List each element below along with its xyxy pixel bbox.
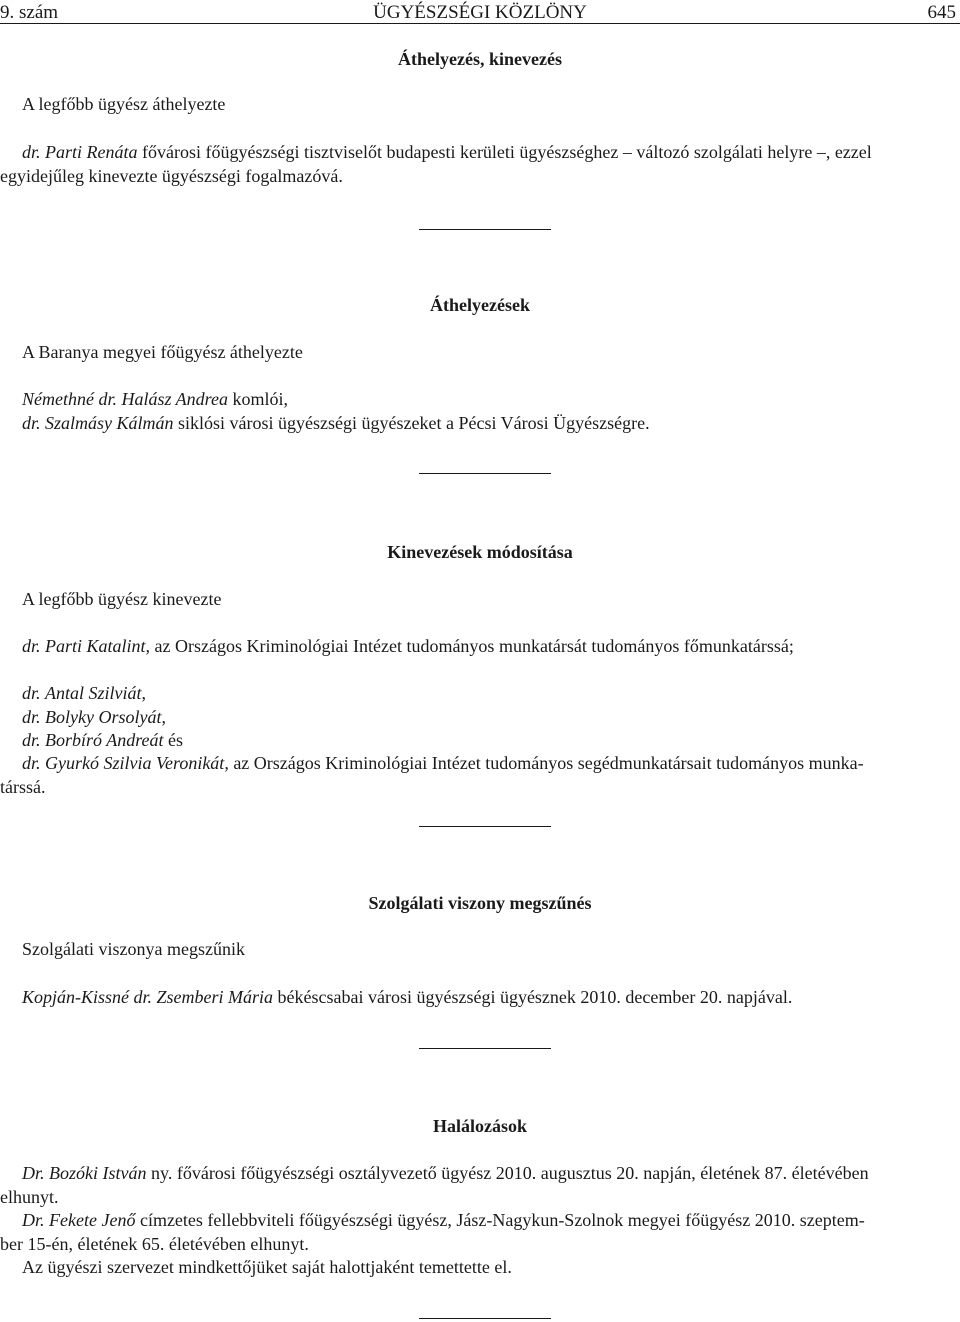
entry-line: Az ügyészi szervezet mindkettőjüket saját halottjaként temettette el. — [22, 1257, 512, 1277]
entry-text-cont: társsá. — [0, 777, 46, 797]
section-intro: A legfőbb ügyész áthelyezte — [22, 94, 226, 114]
title-dr: dr. — [22, 636, 41, 656]
title-dr: dr. — [22, 683, 41, 703]
entry-text: komlói, — [228, 389, 289, 409]
title-dr: dr. — [22, 753, 41, 773]
page-number: 645 — [927, 2, 956, 23]
entry-line — [22, 707, 166, 728]
title-dr: dr. — [22, 413, 41, 433]
title-dr: dr. — [22, 707, 41, 727]
entry-line — [22, 987, 792, 1008]
section-intro: Szolgálati viszonya megszűnik — [22, 939, 245, 959]
entry-text-cont: elhunyt. — [0, 1187, 59, 1207]
entry-paragraph — [22, 142, 872, 163]
person-name: Bolyky Orsolyát — [45, 707, 162, 727]
entry-text-cont: egyidejűleg kinevezte ügyészségi fogalmazóvá. — [0, 166, 343, 186]
title-dr: Dr. — [22, 1210, 45, 1230]
entry-text: ny. fővárosi főügyészségi osztályvezető ügyész 2010. augusztus 20. napján, életének 87. életévében — [146, 1163, 869, 1183]
section-heading-halalozasok: Halálozások — [432, 1116, 527, 1136]
separator-rule — [419, 826, 551, 827]
entry-text: címzetes fellebbviteli főügyészségi ügyész, Jász-Nagykun-Szolnok megyei főügyész 2010. szeptem- — [135, 1210, 865, 1230]
person-name: Szalmásy Kálmán — [45, 413, 174, 433]
person-name: Antal Szilviát — [45, 683, 142, 703]
entry-line — [22, 636, 794, 657]
person-name: Fekete Jenő — [49, 1210, 136, 1230]
person-name: Borbíró Andreát — [45, 730, 164, 750]
entry-line — [22, 413, 650, 434]
title-dr: dr. — [22, 730, 41, 750]
section-heading-athelyezes-kinevezes: Áthelyezés, kinevezés — [398, 49, 562, 69]
entry-line — [22, 1163, 869, 1184]
person-name: Parti Katalint, — [45, 636, 151, 656]
section-intro: A legfőbb ügyész kinevezte — [22, 589, 222, 609]
issue-number: 9. szám — [0, 2, 59, 23]
journal-title: ÜGYÉSZSÉGI KÖZLÖNY — [373, 2, 587, 23]
entry-text: siklósi városi ügyészségi ügyészeket a Pécsi Városi Ügyészségre. — [173, 413, 650, 433]
section-intro: A Baranya megyei főügyész áthelyezte — [22, 342, 303, 362]
title-dr: dr. — [22, 142, 41, 162]
entry-text-cont: ber 15-én, életének 65. életévében elhunyt. — [0, 1234, 309, 1254]
person-name: Kopján-Kissné dr. Zsemberi Mária — [22, 987, 274, 1007]
separator-rule — [419, 473, 551, 474]
entry-line — [22, 389, 288, 410]
entry-text: fővárosi főügyészségi tisztviselőt budapesti kerületi ügyészséghez – változó szolgálati helyre –, ezzel — [137, 142, 872, 162]
header-rule — [0, 23, 960, 24]
person-name: Bozóki István — [49, 1163, 147, 1183]
separator-rule — [419, 1318, 551, 1319]
entry-line — [22, 753, 864, 774]
entry-text: , — [141, 683, 147, 703]
entry-text: az Országos Kriminológiai Intézet tudományos segédmunkatársait tudományos munka- — [228, 753, 864, 773]
section-heading-athelyezesek: Áthelyezések — [430, 295, 530, 315]
entry-line — [22, 683, 146, 704]
separator-rule — [419, 229, 551, 230]
person-name: Parti Renáta — [45, 142, 138, 162]
person-name: Gyurkó Szilvia Veronikát, — [45, 753, 229, 773]
separator-rule — [419, 1048, 551, 1049]
entry-text: , — [161, 707, 166, 727]
entry-text: és — [163, 730, 184, 750]
person-name: Némethné dr. Halász Andrea — [22, 389, 228, 409]
entry-text: az Országos Kriminológiai Intézet tudományos munkatársát tudományos főmunkatárssá; — [150, 636, 794, 656]
entry-line — [22, 1210, 865, 1231]
title-dr: Dr. — [22, 1163, 45, 1183]
entry-line — [22, 730, 183, 751]
entry-text: békéscsabai városi ügyészségi ügyésznek 2010. december 20. napjával. — [273, 987, 793, 1007]
section-heading-szolgalati-viszony: Szolgálati viszony megszűnés — [368, 893, 592, 913]
section-heading-kinevezesek-modositasa: Kinevezések módosítása — [387, 542, 573, 562]
